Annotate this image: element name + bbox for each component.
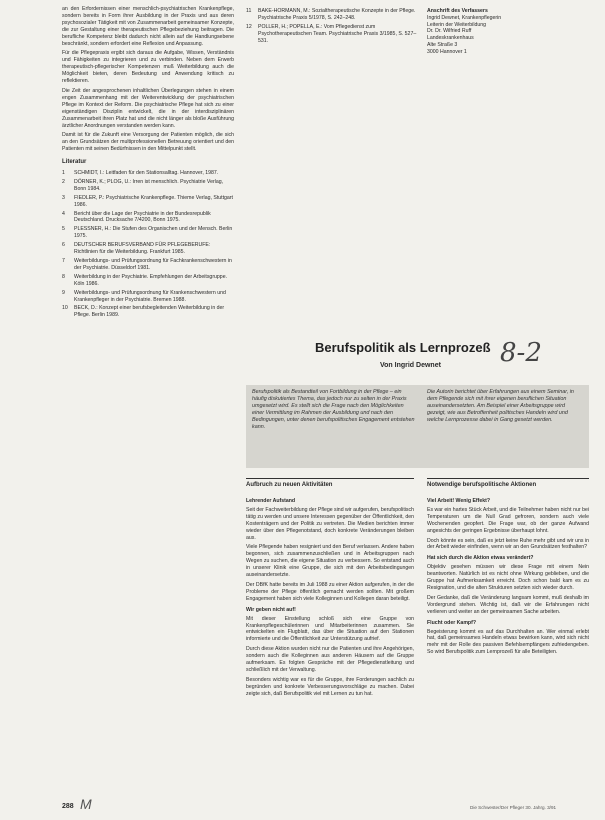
author-address bbox=[427, 8, 587, 56]
reference-item bbox=[62, 305, 234, 319]
page-footer: Die Schwester/Der Pfleger 30. Jahrg. 3/91 bbox=[470, 805, 557, 810]
page-number: 288 bbox=[62, 803, 74, 810]
column-middle-top bbox=[246, 8, 418, 47]
reference-number: 7 bbox=[62, 258, 65, 264]
reference-item bbox=[62, 226, 234, 240]
references-heading: Literatur bbox=[62, 159, 87, 166]
reference-number: 2 bbox=[62, 178, 65, 185]
reference-number: 5 bbox=[62, 226, 65, 233]
body-paragraph: Seit der Fachweiterbildung der Pflege sind wir aufgerufen, berufspolitisch tätig zu werden und unsere Interessen gegenüber der Öffentlichkeit, den Kostenträgern und der Politik zu vertreten. Die Medien berichten immer wieder über den Pflegenotstand, doch konkrete Veränderungen bleiben aus. bbox=[246, 506, 414, 541]
reference-text: FIEDLER, P.: Psychiatrische Krankenpflege. Thieme Verlag, Stuttgart 1986. bbox=[74, 194, 233, 208]
reference-item bbox=[246, 8, 418, 22]
subheading: Viel Arbeit! Wenig Effekt? bbox=[427, 498, 491, 504]
subheading: Wir geben nicht auf! bbox=[246, 606, 296, 613]
body-paragraph: Doch könnte es sein, daß es jetzt keine Ruhe mehr gibt und wir uns in der Arbeit wieder einfinden, wenn wir an den Grundsätzen festhalten? bbox=[427, 537, 589, 551]
body-paragraph: Objektiv gesehen müssen wir diese Frage mit einem Nein beantworten. Natürlich ist es nicht ohne Wirkung geblieben, und die Gruppe hat Aufmerksamkeit erreicht. Doch schon bald kam es zu Resignation, und die alten Strukturen setzten sich wieder durch. bbox=[427, 564, 589, 591]
address-line: Alte Straße 3 bbox=[427, 41, 458, 48]
article-author: Von Ingrid Dewnet bbox=[380, 362, 441, 369]
reference-text: SCHMIDT, I.: Leitfaden für den Stationsalltag. Hannover, 1987. bbox=[74, 170, 219, 177]
handwritten-page-mark: M bbox=[80, 796, 92, 812]
reference-number: 6 bbox=[62, 242, 65, 249]
body-paragraph: Der DBfK hatte bereits im Juli 1988 zu einer Aktion aufgerufen, in der die Probleme der Pflege öffentlich gemacht werden sollten. Mit großem Engagement haben sich viele Kolleginnen und Kollegen daran beteiligt. bbox=[246, 581, 414, 602]
address-heading: Anschrift des Verfassers bbox=[427, 8, 488, 14]
body-paragraph: Besonders wichtig war es für die Gruppe, ihre Forderungen sachlich zu begründen und konkrete Verbesserungsvorschläge zu machen. Dabei zeigte sich, daß Berufspolitik viel mit Lernen zu tun hat. bbox=[246, 676, 414, 697]
address-line: Landeskrankenhaus bbox=[427, 35, 474, 42]
reference-text: DEUTSCHER BERUFSVERBAND FÜR PFLEGEBERUFE: Richtlinien für die Weiterbildung. Frankfurt 1985. bbox=[74, 242, 211, 256]
body-paragraph: Damit ist für die Zukunft eine Versorgung der Patienten möglich, die sich an den Grundsätzen der multiprofessionellen Betreuung orientiert und den Patienten mit seinen Bedürfnissen in den Mittelpunkt stellt. bbox=[62, 132, 234, 153]
reference-number: 3 bbox=[62, 194, 65, 201]
address-line: 3000 Hannover 1 bbox=[427, 48, 467, 55]
body-column-left bbox=[246, 494, 414, 701]
section-heading-left: Aufbruch zu neuen Aktivitäten bbox=[246, 482, 333, 488]
reference-item bbox=[62, 274, 234, 288]
reference-item bbox=[62, 258, 234, 272]
reference-item bbox=[62, 170, 234, 177]
reference-text: Weiterbildungs- und Prüfungsordnung für Fachkrankenschwestern in der Psychiatrie. Düsseldorf 1981. bbox=[74, 258, 232, 271]
body-paragraph: Mit dieser Einstellung schloß sich eine Gruppe von Krankenpflegeschülerinnen und Mitarbeiterinnen zusammen. Sie entwickelten ein Flugblatt, das über die Situation auf den Stationen informierte und die Öffentlichkeit zur Unterstützung aufrief. bbox=[246, 615, 414, 643]
body-paragraph: Es war ein hartes Stück Arbeit, und die Teilnehmer haben nicht nur bei Temperaturen um die Null Grad gefroren, sondern auch viele Wochenenden geopfert. Die Frage war, ob der ganze Aufwand angesichts der geringen Ergebnisse überhaupt lohnt. bbox=[427, 506, 589, 534]
abstract-box bbox=[246, 385, 589, 468]
reference-number: 8 bbox=[62, 273, 65, 280]
reference-number: 1 bbox=[62, 170, 65, 177]
handwritten-signature: 8-2 bbox=[500, 338, 542, 368]
address-line: Dr. Dr. Wilfried Ruff bbox=[427, 28, 472, 35]
reference-text: BAKE-HORMANN, M.: Sozialtherapeutische Konzepte in der Pflege. Psychiatrische Praxis 5/1978, S. 242–248. bbox=[258, 8, 416, 21]
address-line: Leiterin der Weiterbildung bbox=[427, 21, 487, 28]
reference-list bbox=[62, 170, 234, 319]
reference-item bbox=[62, 179, 234, 193]
body-paragraph: Für die Pflegepraxis ergibt sich daraus die Aufgabe, Wissen, Verständnis und Fähigkeiten zu integrieren und zu verbinden. Neben dem Erwerb therapeutisch-pflegerischer Kompetenzen muß Weiterbildung auch die Möglichkeit bieten, deren Bedeutung und Anwendung kritisch zu reflektieren. bbox=[62, 50, 234, 85]
reference-text: DÖRNER, K.; PLOG, U.: Irren ist menschlich. Psychiatrie Verlag, Bonn 1984. bbox=[74, 178, 224, 192]
subheading: Flucht oder Kampf? bbox=[427, 619, 476, 626]
reference-item bbox=[62, 242, 234, 256]
body-paragraph: Der Gedanke, daß die Veränderung langsam kommt, muß deshalb im Vordergrund stehen. Wichtig ist, daß wir die Erfahrungen nicht verlieren und weiter an der gemeinsamen Sache arbeiten. bbox=[427, 594, 589, 615]
reference-item bbox=[62, 290, 234, 304]
address-lines bbox=[427, 15, 587, 56]
body-paragraph: an den Erfordernissen einer menschlich-psychiatrischen Krankenpflege, sondern bereits in Form ihrer Ausbildung in der Praxis und aus deren psychosozialer Tätigkeit mit von Zusammenarbeit gemeinsamer Konzepte, die zur Gestaltung einer therapeutischen Pflegebeziehung beitragen. Die berufliche Kompetenz bleibt dadurch nicht allein auf die Handlungsebene beschränkt, sondern erfordert eine Reflexion und Anpassung. bbox=[62, 6, 234, 47]
subheading: Lehrender Aufstand bbox=[246, 498, 296, 504]
abstract-left: Berufspolitik als Bestandteil von Fortbildung in der Pflege – ein häufig diskutiertes Thema, das jedoch nur zu selten in der Praxis umgesetzt wird. Es stellt sich die Frage nach den Möglichkeiten einer Vermittlung im Rahmen der Ausbildung und nach den Bedingungen, unter denen berufspolitisches Engagement entstehen kann. bbox=[252, 389, 415, 431]
body-column-right bbox=[427, 494, 589, 659]
article-title: Berufspolitik als Lernprozeß bbox=[315, 340, 491, 355]
column-left bbox=[62, 6, 234, 321]
reference-number: 11 bbox=[246, 8, 252, 14]
address-line: Ingrid Dewnet, Krankenpflegerin bbox=[427, 14, 502, 21]
reference-text: Weiterbildungs- und Prüfungsordnung für Krankenschwestern und Krankenpfleger in der Psychiatrie. Bremen 1988. bbox=[74, 289, 226, 303]
section-rule bbox=[246, 478, 414, 479]
reference-item bbox=[62, 195, 234, 209]
reference-item bbox=[62, 211, 234, 225]
reference-text: Weiterbildung in der Psychiatrie. Empfehlungen der Arbeitsgruppe. Köln 1986. bbox=[74, 273, 228, 287]
reference-number: 10 bbox=[62, 305, 68, 312]
section-rule bbox=[427, 478, 589, 479]
reference-number: 9 bbox=[62, 289, 65, 296]
abstract-right: Die Autorin berichtet über Erfahrungen aus einem Seminar, in dem Pflegende sich mit ihrer eigenen beruflichen Situation auseinandersetzten. Am Beispiel einer Arbeitsgruppe wird gezeigt, wie aus Betroffenheit politisches Handeln wird und welche Lernprozesse dabei in Gang gesetzt werden. bbox=[427, 389, 574, 424]
reference-text: PLESSNER, H.: Die Stufen des Organischen und der Mensch. Berlin 1975. bbox=[74, 226, 233, 240]
reference-number: 4 bbox=[62, 210, 65, 217]
body-paragraph: Viele Pflegende haben resigniert und den Beruf verlassen. Andere haben begonnen, sich zusammenzuschließen und in Arbeitsgruppen nach Wegen zu suchen, die eigene Situation zu verbessern. So entstand auch in unserer Klinik eine Gruppe, die sich mit den Arbeitsbedingungen auseinandersetzte. bbox=[246, 544, 414, 579]
reference-list-continued bbox=[246, 8, 418, 45]
body-paragraph: Durch diese Aktion wurden nicht nur die Patienten und ihre Angehörigen, sondern auch die Kolleginnen aus anderen Häusern auf die Gruppe aufmerksam. Es folgten Gespräche mit der Pflegedienstleitung und schließlich mit der Verwaltung. bbox=[246, 646, 414, 673]
reference-number: 12 bbox=[246, 23, 252, 30]
subheading: Hat sich durch die Aktion etwas verändert? bbox=[427, 555, 534, 562]
reference-item bbox=[246, 24, 418, 45]
reference-text: POLLER, H.; POPELLA, E.: Vom Pflegedienst zum Psychotherapeutischen Team. Psychiatrische Praxis 3/1985, S. 527–531. bbox=[258, 23, 417, 44]
body-paragraph: Die Zeit der angesprochenen inhaltlichen Überlegungen stehen in einem engen Zusammenhang mit der Weiterentwicklung der psychiatrischen Pflege im Kontext der Reform. Die psychiatrische Pflege hat sich zu einer eigenständigen Disziplin entwickelt, die in der interdisziplinären Zusammenarbeit ihren Platz hat und die nicht länger als bloße Ausführung ärztlicher Anordnungen verstanden werden kann. bbox=[62, 87, 234, 129]
reference-text: Bericht über die Lage der Psychiatrie in der Bundesrepublik Deutschland. Drucksache 7/4200, Bonn 1975. bbox=[74, 210, 211, 224]
reference-text: BECK, D.: Konzept einer berufsbegleitenden Weiterbildung in der Pflege. Berlin 1989. bbox=[74, 305, 225, 319]
section-heading-right: Notwendige berufspolitische Aktionen bbox=[427, 482, 537, 488]
body-paragraph: Begeisterung kommt es auf das Durchhalten an. Wer einmal erlebt hat, daß gemeinsames Handeln etwas bewirken kann, wird sich nicht mehr mit der Rolle des passiven Befehlsempfängers zufriedengeben. So wird Berufspolitik zum Lernprozeß für alle Beteiligten. bbox=[427, 628, 589, 656]
